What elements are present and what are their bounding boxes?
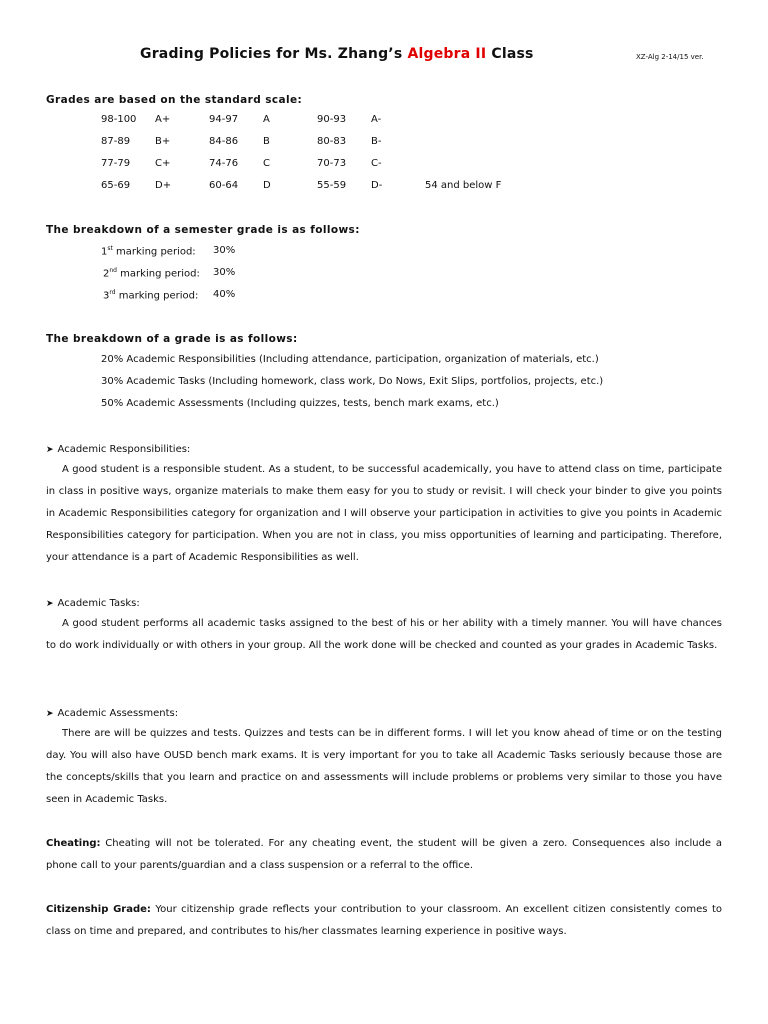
letter-d: D (263, 180, 271, 191)
arrowhead-bullet-icon: ➤ (46, 445, 54, 455)
marking-period-1-suffix: st (107, 245, 113, 252)
tasks-title (46, 598, 140, 609)
letter-c: C (263, 158, 270, 169)
arrowhead-bullet-icon: ➤ (46, 599, 54, 609)
marking-period-2-suffix: nd (109, 267, 117, 274)
title-prefix: Grading Policies for Ms. Zhang’s (140, 46, 408, 62)
version-label: XZ-Alg 2-14/15 ver. (636, 53, 704, 61)
marking-period-2-percent: 30% (213, 267, 236, 278)
marking-period-2 (103, 267, 236, 280)
marking-period-3-label: marking period: (115, 290, 199, 302)
grade-line-tasks: 30% Academic Tasks (Including homework, class work, Do Nows, Exit Slips, portfolios, projects, etc.) (101, 376, 604, 387)
marking-period-1-number: 1 (101, 246, 108, 258)
marking-period-1-label: marking period: (112, 246, 196, 258)
citizenship-paragraph (46, 899, 722, 943)
marking-period-3 (103, 289, 236, 302)
semester-heading: The breakdown of a semester grade is as follows: (46, 224, 360, 236)
range-a: 94-97 (209, 114, 239, 125)
marking-period-2-number: 2 (103, 268, 110, 280)
range-d-plus: 65-69 (101, 180, 131, 191)
assessments-title (46, 708, 178, 719)
letter-c-minus: C- (371, 158, 382, 169)
range-b-minus: 80-83 (317, 136, 347, 147)
letter-b-plus: B+ (155, 136, 171, 147)
scale-heading: Grades are based on the standard scale: (46, 94, 303, 106)
letter-b-minus: B- (371, 136, 382, 147)
range-c-plus: 77-79 (101, 158, 131, 169)
range-a-minus: 90-93 (317, 114, 347, 125)
responsibilities-title (46, 444, 190, 455)
assessments-title-text: Academic Assessments: (57, 708, 179, 719)
citizenship-text: Your citizenship grade reflects your contribution to your classroom. An excellent citizen consistently comes to class on time and prepared, and contributes to his/her classmates learning experience in positive ways. (46, 904, 722, 937)
marking-period-3-suffix: rd (109, 289, 116, 296)
range-c-minus: 70-73 (317, 158, 347, 169)
cheating-text: Cheating will not be tolerated. For any cheating event, the student will be given a zero. Consequences also include a phone call to your parents/guardian and a class suspension or a referral to the office. (46, 838, 722, 871)
range-d: 60-64 (209, 180, 239, 191)
range-d-minus: 55-59 (317, 180, 347, 191)
marking-period-2-label: marking period: (117, 268, 200, 280)
letter-c-plus: C+ (155, 158, 171, 169)
letter-d-plus: D+ (155, 180, 172, 191)
failing-range: 54 and below F (425, 180, 502, 191)
page-title (140, 46, 534, 62)
cheating-paragraph (46, 833, 722, 877)
letter-b: B (263, 136, 270, 147)
responsibilities-title-text: Academic Responsibilities: (57, 444, 191, 455)
marking-period-3-percent: 40% (213, 289, 236, 300)
title-suffix: Class (486, 46, 534, 62)
grade-line-responsibilities: 20% Academic Responsibilities (Including attendance, participation, organization of materials, etc.) (101, 354, 599, 365)
responsibilities-paragraph: A good student is a responsible student. As a student, to be successful academically, you have to attend class on time, participate in class in positive ways, organize materials to make them easy for you to study or revisit. I will check your binder to give you points in Academic Responsibilities category for organization and I will observe your participation in activities to give you points in Academic Responsibilities category for participation. When you are not in class, you miss opportunities of learning and participating. Therefore, your attendance is a part of Academic Responsibilities as well. (46, 464, 722, 563)
range-a-plus: 98-100 (101, 114, 137, 125)
assessments-paragraph: There are will be quizzes and tests. Quizzes and tests can be in different forms. I will let you know ahead of time or on the testing day. You will also have OUSD bench mark exams. It is very important for you to take all Academic Tasks seriously because those are the concepts/skills that you learn and practice on and assessments will include problems or problems very similar to those you have seen in Academic Tasks. (46, 728, 722, 805)
range-c: 74-76 (209, 158, 239, 169)
marking-period-3-number: 3 (103, 290, 110, 302)
marking-period-1 (101, 245, 236, 258)
title-course: Algebra II (407, 46, 487, 62)
letter-d-minus: D- (371, 180, 383, 191)
grade-heading: The breakdown of a grade is as follows: (46, 333, 298, 345)
citizenship-label: Citizenship Grade: (46, 904, 151, 915)
marking-period-1-percent: 30% (213, 245, 236, 256)
tasks-paragraph: A good student performs all academic tasks assigned to the best of his or her ability with a timely manner. You will have chances to do work individually or with others in your group. All the work done will be checked and counted as your grades in Academic Tasks. (46, 618, 722, 651)
range-b: 84-86 (209, 136, 239, 147)
arrowhead-bullet-icon: ➤ (46, 709, 54, 719)
grade-line-assessments: 50% Academic Assessments (Including quizzes, tests, bench mark exams, etc.) (101, 398, 499, 409)
range-b-plus: 87-89 (101, 136, 131, 147)
letter-a-plus: A+ (155, 114, 171, 125)
letter-a: A (263, 114, 270, 125)
letter-a-minus: A- (371, 114, 382, 125)
tasks-title-text: Academic Tasks: (57, 598, 140, 609)
cheating-label: Cheating: (46, 838, 101, 849)
